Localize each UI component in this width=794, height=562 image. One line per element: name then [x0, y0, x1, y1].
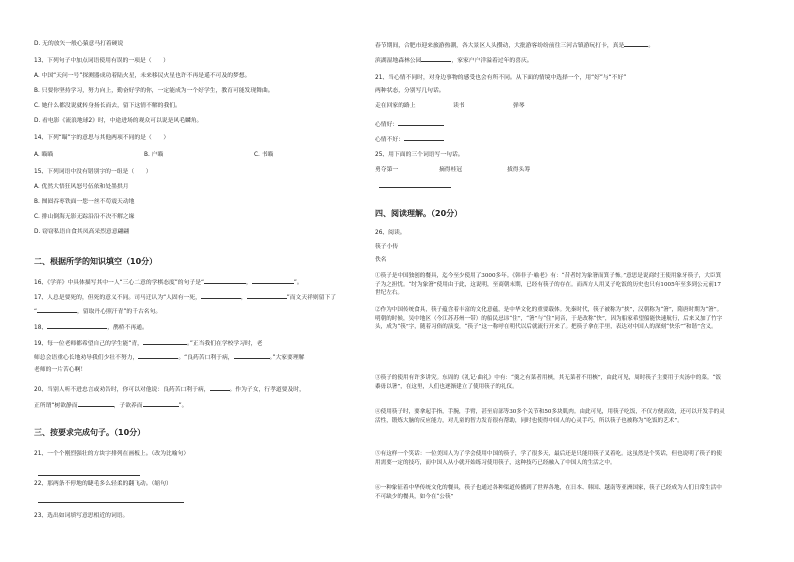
- q25-word-3: 拔得头筹: [507, 167, 531, 173]
- q24-good-blank[interactable]: [398, 119, 444, 126]
- q12-option-d: D. 无的放矢一般心猿意马打着硬说: [34, 41, 124, 47]
- left-column: [34, 0, 394, 562]
- q18-blank[interactable]: [47, 322, 107, 329]
- q13-option-b: B. 只要你坚持学习，努力向上，勤奋好学的你，一定能成为一个好学生，教育可能发现舞曲。: [34, 88, 274, 94]
- q19-blank-3[interactable]: [234, 352, 270, 359]
- q25-word-1: 勇夺第一: [375, 167, 399, 173]
- q17-continued: “ ，留取丹心照汗青”的千古名句。: [34, 306, 161, 316]
- q15-option-b: B. 囫囵吞枣铁面一您一丝不苟震天动地: [34, 199, 135, 205]
- q19-blank-1[interactable]: [143, 338, 187, 345]
- q24-bad-mood: 心情不好：: [375, 134, 444, 144]
- q20-continued: 正所谓“树欲静而 ，子欲养而 ”。: [34, 400, 187, 410]
- q15-option-a: A. 优然大悟狂风怒号伍依和处墨拱月: [34, 184, 129, 190]
- q22: 22、那两条不停地的睫毛多么轻柔的翻飞动。（缩句）: [34, 481, 172, 487]
- q24-stem-2: 两种状态，分别写几句话。: [375, 88, 445, 94]
- q24-bad-blank[interactable]: [404, 134, 444, 141]
- q20: 20、当别人听不进忠言或劝告时，你可以对他说：良药苦口利于病， 。作为子女，行孝道要及时，: [34, 384, 305, 394]
- q24-stem: 21、当心情不同时，对身边事物的感受也会有所不同。从下面的情境中选择一个，用“好”与“不好”: [375, 75, 627, 81]
- q24-option-3: 弹琴: [513, 103, 525, 109]
- passage-paragraph-4: ④使用筷子时，要拿起手指，手腕，手臂，甚至肩部等30多个关节和50多块肌肉。由此可见，用筷子吃饭，不仅方便高效，还可以开发手的灵活性，锻炼大脑的反应能力，对儿童的智力发育很有帮助，同时也使得中国人的心灵手巧，所以筷子也被称为“吃饭的艺术”。: [375, 409, 725, 424]
- q20-blank-2[interactable]: [78, 400, 114, 407]
- q14-stem: 14、下列“瞄”字的意思与其他两项不同的是（ ）: [34, 135, 170, 141]
- q23-blank-2[interactable]: [421, 55, 451, 62]
- q24-option-2: 读书: [453, 103, 465, 109]
- q21: 21、一个个刚烈强壮的方块字排列在画板上。（改为比喻句）: [34, 451, 190, 457]
- q14-option-b: B. 户瞄: [144, 152, 164, 158]
- q17-blank-3[interactable]: [37, 306, 77, 313]
- q15-stem: 15、下列词语中没有错别字的一组是（ ）: [34, 169, 152, 175]
- q23-blank-1[interactable]: [624, 40, 648, 47]
- q19-end: 老师的一片苦心啊！: [34, 367, 87, 373]
- q13-stem: 13、下列句子中加点词语使用有误的一项是（ ）: [34, 58, 169, 64]
- q23-context-line-1: 春节期间，合肥市迎来旅游热潮，各大景区人头攒动，大批游客纷纷前往三河古镇游玩打卡，真是 。: [375, 40, 654, 50]
- q19-continued: 师总会语重心长地劝导我们少壮不努力， 。“良药苦口利于病， 。”大家要理解: [34, 352, 304, 362]
- q23: 23、选出如词填写意思相近的词语。: [34, 513, 129, 519]
- q16-blank-1[interactable]: [204, 277, 246, 284]
- q25-answer-line[interactable]: [379, 187, 451, 188]
- q13-option-c: C. 她什么都没说就转身扬长而去，留下这情不解的我们。: [34, 103, 181, 109]
- section-2-heading: 二、根据所学的知识填空（10分）: [34, 257, 158, 266]
- q15-option-c: C. 排山倒海无影无踪沿沿不决不解之缘: [34, 214, 135, 220]
- q23-context-line-2: 滨湖湿地森林公园 ，家家户户洋溢着过年的喜庆。: [375, 55, 533, 65]
- q21-answer-line[interactable]: [38, 475, 140, 476]
- q24-good-mood: 心情好：: [375, 119, 444, 129]
- passage-paragraph-3: ③筷子的使用有许多讲究。东周的《礼记·曲礼》中有：“羹之有菜者用梜，其无菜者不用梜”，由此可见，周时筷子主要用于夹汤中的菜。“饭黍毋以箸”，在这里，人们也逐渐建立了使用筷子的礼仪。: [375, 375, 721, 390]
- q17: 17、人总是要死的，但死的意义不同。司马迁认为“人固有一死， ， ”而文天祥则留下了: [34, 292, 336, 302]
- q14-option-a: A. 瞄瞄: [34, 152, 54, 158]
- q19: 19、每一位老师都希望自己的学生能“青， 。”正当我们在学校学习时，老: [34, 338, 262, 348]
- section-4-heading: 四、阅读理解。（20分）: [375, 209, 463, 218]
- q17-blank-1[interactable]: [201, 292, 241, 299]
- q16-blank-2[interactable]: [252, 277, 294, 284]
- passage-paragraph-5: ⑤有这样一个笑话：一位美国人为了学会使用中国的筷子，学了很多天，最后还是只能用筷子叉着吃。这虽然是个笑话，但也说明了筷子的使用需要一定的技巧，而中国人从小就开始练习使用筷子，这种技巧已经融入了中国人的生活之中。: [375, 451, 722, 466]
- section-3-heading: 三、按要求完成句子。（10分）: [34, 428, 146, 437]
- q25-stem: 25、用下面的三个词语写一句话。: [375, 152, 464, 158]
- passage-paragraph-6: ⑥一种象征着中华传统文化的餐具，筷子也通过各种渠道传播到了世界各地，在日本、韩国、越南等亚洲国家，筷子已经成为人们日常生活中不可缺少的餐具，如今在“公筷”: [375, 485, 722, 500]
- q24-option-1: 走在回家的路上: [375, 103, 416, 109]
- q18: 18、 ，鹊桥不再通。: [34, 322, 148, 332]
- q20-blank-1[interactable]: [210, 384, 230, 391]
- q25-word-2: 摘得桂冠: [439, 167, 463, 173]
- passage-title: 筷子小传: [375, 244, 399, 250]
- q15-option-d: D. 窃窃私语自食其凤高采烈意意翩翩: [34, 229, 130, 235]
- passage-author: 佚名: [375, 257, 387, 263]
- q14-option-c: C. 书瞄: [254, 152, 274, 158]
- q20-blank-3[interactable]: [143, 400, 179, 407]
- q17-blank-2[interactable]: [247, 292, 287, 299]
- q22-answer-line[interactable]: [38, 502, 184, 503]
- q26-stem: 26、阅读。: [375, 230, 406, 236]
- q13-option-d: D. 看电影《流浪地球2》时，中途进场的观众可以说是风毛麟角。: [34, 118, 203, 124]
- right-column: [375, 0, 765, 562]
- passage-paragraph-1: ①筷子是中国独创的餐具，迄今至少使用了3000多年。《韩非子·喻老》有：“昔者纣为象箸而箕子怖。”意思是说商纣王使用象牙筷子，大臣箕子为之担忧。“纣为象箸”使用由于此，这说明，至商朝末期，已经有筷子的存在。而西方人用叉子吃饭的历史也只有1005年至多到公元前17世纪左右。: [375, 273, 722, 296]
- q13-option-a: A. 中国“天问一号”探测器成功着陆火星，未来移民火星也许不再是遥不可及的梦想。: [34, 73, 251, 79]
- q16: 16、《学弈》中具体描写其中一人“三心二意的学棋态度”的句子是“ ， ”。: [34, 277, 303, 287]
- q19-blank-2[interactable]: [138, 352, 178, 359]
- passage-paragraph-2: ②作为中国传统食具，筷子蕴含着丰富的文化意蕴，是中华文化的重要载体。先秦时代，筷子被称为“挟”，汉朝称为“箸”，隋唐时期为“箸”。明朝的时候，吴中地区（今江苏苏州一带）的船民忌讳“住”，“箸”与“住”同音，于是改称“快”，因为船家希望船能快速航行，后来又加了竹字头，成为“筷”字，随着习俗的演变，“筷子”这一称呼在明代以后就流行开来了。把筷子拿在手里，表达对中国人的深刻“快乐”“和谐”含义。: [375, 307, 723, 330]
